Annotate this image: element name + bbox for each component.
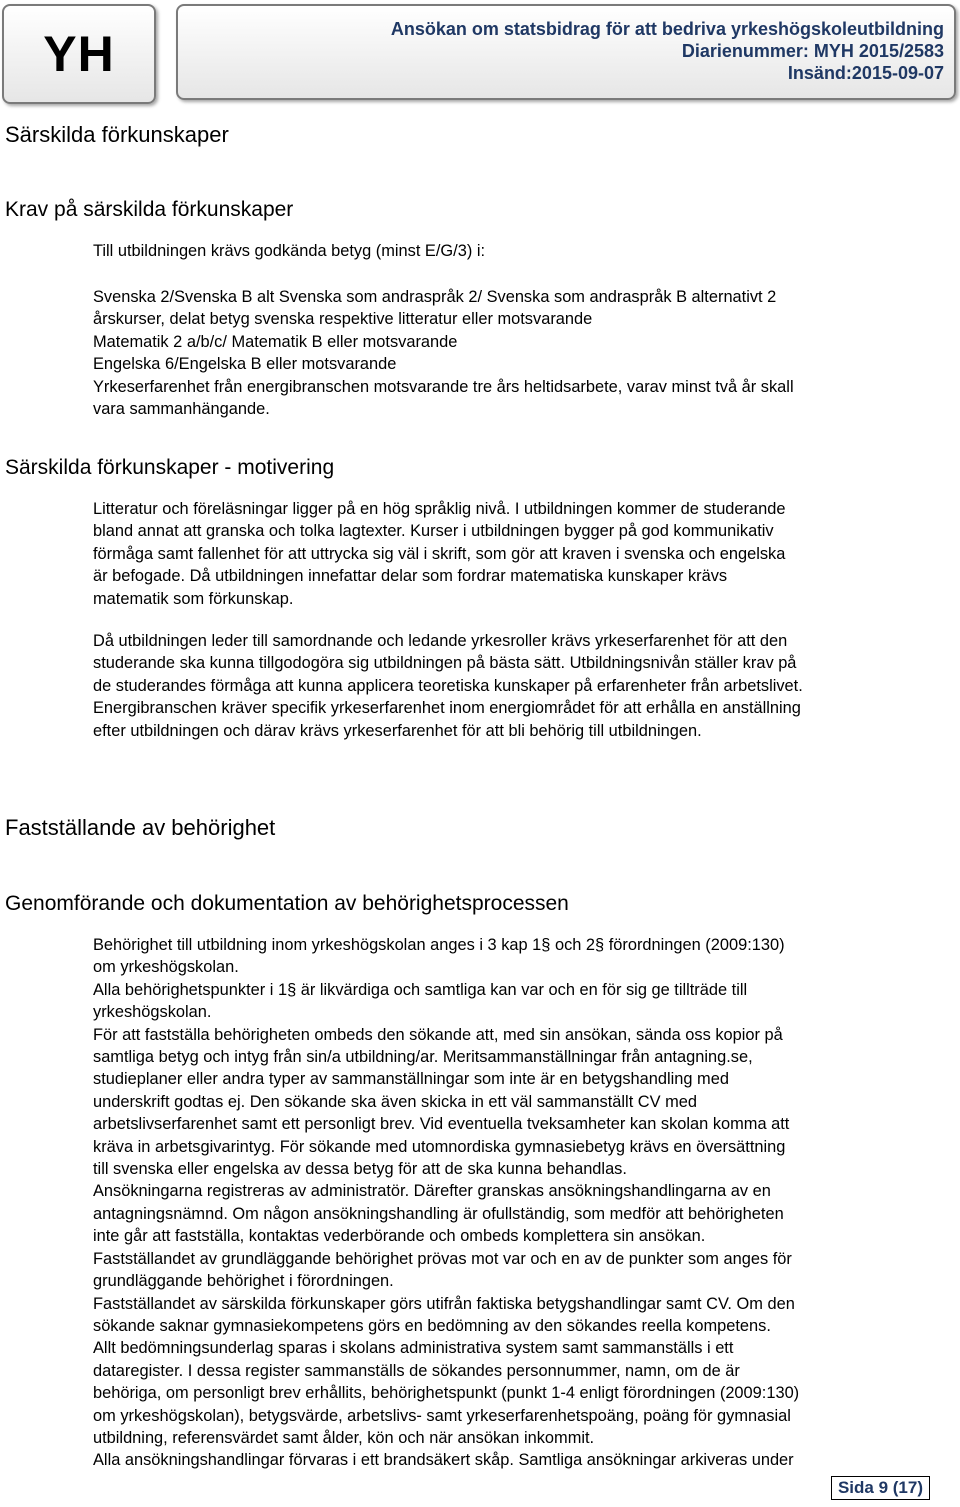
krav-intro	[93, 240, 955, 262]
krav-line: årskurser, delat betyg svenska respektive litteratur eller motsvarande	[93, 310, 593, 329]
genomforande-line: grundläggande behörighet i förordningen.	[93, 1272, 394, 1291]
motivering-line: Då utbildningen leder till samordnande och ledande yrkesroller krävs yrkeserfarenhet för att den	[93, 632, 788, 650]
krav-line: Matematik 2 a/b/c/ Matematik B eller motsvarande	[93, 332, 458, 351]
krav-line: Svenska 2/Svenska B alt Svenska som andraspråk 2/ Svenska som andraspråk B alternativt 2	[93, 288, 777, 306]
motivering-line: efter utbildningen och därav krävs yrkeserfarenhet för att bli behörig till utbildningen.	[93, 721, 702, 740]
genomforande-line: kräva in arbetsgivarintyg. För sökande med utomnordiska gymnasiebetyg krävs en översättning	[93, 1137, 786, 1156]
krav-line: Engelska 6/Engelska B eller motsvarande	[93, 355, 397, 374]
page-number: Sida 9 (17)	[831, 1476, 930, 1500]
genomforande-line: inte går att fastställa, kontaktas vederbörande och ombeds komplettera sin ansökan.	[93, 1227, 706, 1246]
genomforande-text	[93, 934, 955, 1472]
genomforande-line: utbildning, referensvärdet samt ålder, kön och när ansökan inkommit.	[93, 1428, 595, 1447]
motivering-line: förmåga samt fallenhet för att uttrycka sig väl i skrift, som gör att kraven i svenska och engelska	[93, 544, 786, 563]
motivering-line: de studerandes förmåga att kunna applicera teoretiska kunskaper på erfarenheter från arbetslivet.	[93, 676, 803, 695]
krav-list	[93, 286, 955, 420]
yh-logo	[2, 4, 156, 104]
genomforande-line: antagningsnämnd. Om någon ansökningshandling är ofullständig, som medför att behörigheten	[93, 1204, 784, 1223]
genomforande-line: dataregister. I dessa register sammanställs de sökandes personnummer, namn, om de är	[93, 1361, 740, 1380]
genomforande-line: Allt bedömningsunderlag sparas i skolans administrativa system samt sammanställs i ett	[93, 1339, 734, 1358]
motivering-line: Litteratur och föreläsningar ligger på en hög språklig nivå. I utbildningen kommer de studerande	[93, 500, 786, 518]
krav-intro-text: Till utbildningen krävs godkända betyg (minst E/G/3) i:	[93, 242, 486, 260]
genomforande-line: För att fastställa behörigheten ombeds den sökande att, med sin ansökan, sända oss kopior på	[93, 1025, 783, 1044]
genomforande-line: sökande saknar gymnasiekompetens görs en bedömning av den sökandes reella kompetens.	[93, 1316, 771, 1335]
header-insand: Insänd:2015-09-07	[787, 63, 944, 83]
header-title: Ansökan om statsbidrag för att bedriva yrkeshögskoleutbildning	[390, 19, 944, 39]
motivering-line: bland annat att granska och tolka lagtexter. Kurser i utbildningen bygger på god kommunikativ	[93, 522, 774, 541]
genomforande-line: yrkeshögskolan.	[93, 1003, 212, 1022]
genomforande-line: Alla ansökningshandlingar förvaras i ett brandsäkert skåp. Samtliga ansökningar arkiveras under	[93, 1451, 794, 1470]
genomforande-line: Alla behörighetspunkter i 1§ är likvärdiga och samtliga kan var och en för sig ge tillträde till	[93, 980, 748, 999]
motivering-line: är befogade. Då utbildningen innefattar delar som fordrar matematiska kunskaper krävs	[93, 567, 728, 586]
heading-motivering: Särskilda förkunskaper - motivering	[5, 456, 335, 479]
heading-sarskilda-forkunskaper: Särskilda förkunskaper	[5, 122, 229, 147]
genomforande-line: till svenska eller engelska av dessa betyg för att de ska kunna behandlas.	[93, 1160, 627, 1179]
heading-faststallande: Fastställande av behörighet	[5, 815, 276, 840]
header-diarienummer: Diarienummer: MYH 2015/2583	[681, 41, 944, 61]
motivering-line: matematik som förkunskap.	[93, 589, 294, 608]
heading-genomforande: Genomförande och dokumentation av behörighetsprocessen	[5, 892, 569, 915]
genomforande-line: studieplaner eller andra typer av sammanställningar som inte är en betygshandling med	[93, 1070, 729, 1089]
document-header	[176, 4, 956, 100]
krav-line: Yrkeserfarenhet från energibranschen motsvarande tre års heltidsarbete, varav minst två år skall	[93, 377, 794, 396]
motivering-para2	[93, 630, 955, 742]
genomforande-line: om yrkeshögskolan.	[93, 958, 239, 977]
genomforande-line: Ansökningarna registreras av administratör. Därefter granskas ansökningshandlingarna av en	[93, 1182, 771, 1201]
genomforande-line: Fastställandet av särskilda förkunskaper görs utifrån faktiska betygshandlingar samt CV. Om den	[93, 1294, 795, 1313]
genomforande-line: Behörighet till utbildning inom yrkeshögskolan anges i 3 kap 1§ och 2§ förordningen (2009:130)	[93, 936, 785, 954]
genomforande-line: samtliga betyg och intyg från sin/a utbildning/ar. Meritsammanställningar från antagning.se,	[93, 1048, 753, 1067]
logo-text: YH	[43, 26, 115, 82]
motivering-line: studerande ska kunna tillgodogöra sig utbildningen på bästa sätt. Utbildningsnivån ställer krav på	[93, 654, 797, 673]
genomforande-line: arbetslivserfarenhet samt ett personligt brev. Vid eventuella tveksamheter kan skolan komma att	[93, 1115, 790, 1134]
heading-krav: Krav på särskilda förkunskaper	[5, 198, 294, 221]
genomforande-line: underskrift godtas ej. Den sökande ska även skicka in ett väl sammanställt CV med	[93, 1092, 698, 1111]
motivering-line: Energibranschen kräver specifik yrkeserfarenhet inom energiområdet för att erhålla en anställning	[93, 699, 801, 718]
genomforande-line: om yrkeshögskolan), betygsvärde, arbetslivs- samt yrkeserfarenhetspoäng, poäng för gymnasial	[93, 1406, 791, 1425]
genomforande-line: Fastställandet av grundläggande behörighet prövas mot var och en av de punkter som anges för	[93, 1249, 792, 1268]
motivering-para1	[93, 498, 955, 610]
genomforande-line: behöriga, om personligt brev erhållits, behörighetspunkt (punkt 1-4 enligt förordningen (2009:130)	[93, 1384, 800, 1403]
krav-line: vara sammanhängande.	[93, 400, 270, 419]
